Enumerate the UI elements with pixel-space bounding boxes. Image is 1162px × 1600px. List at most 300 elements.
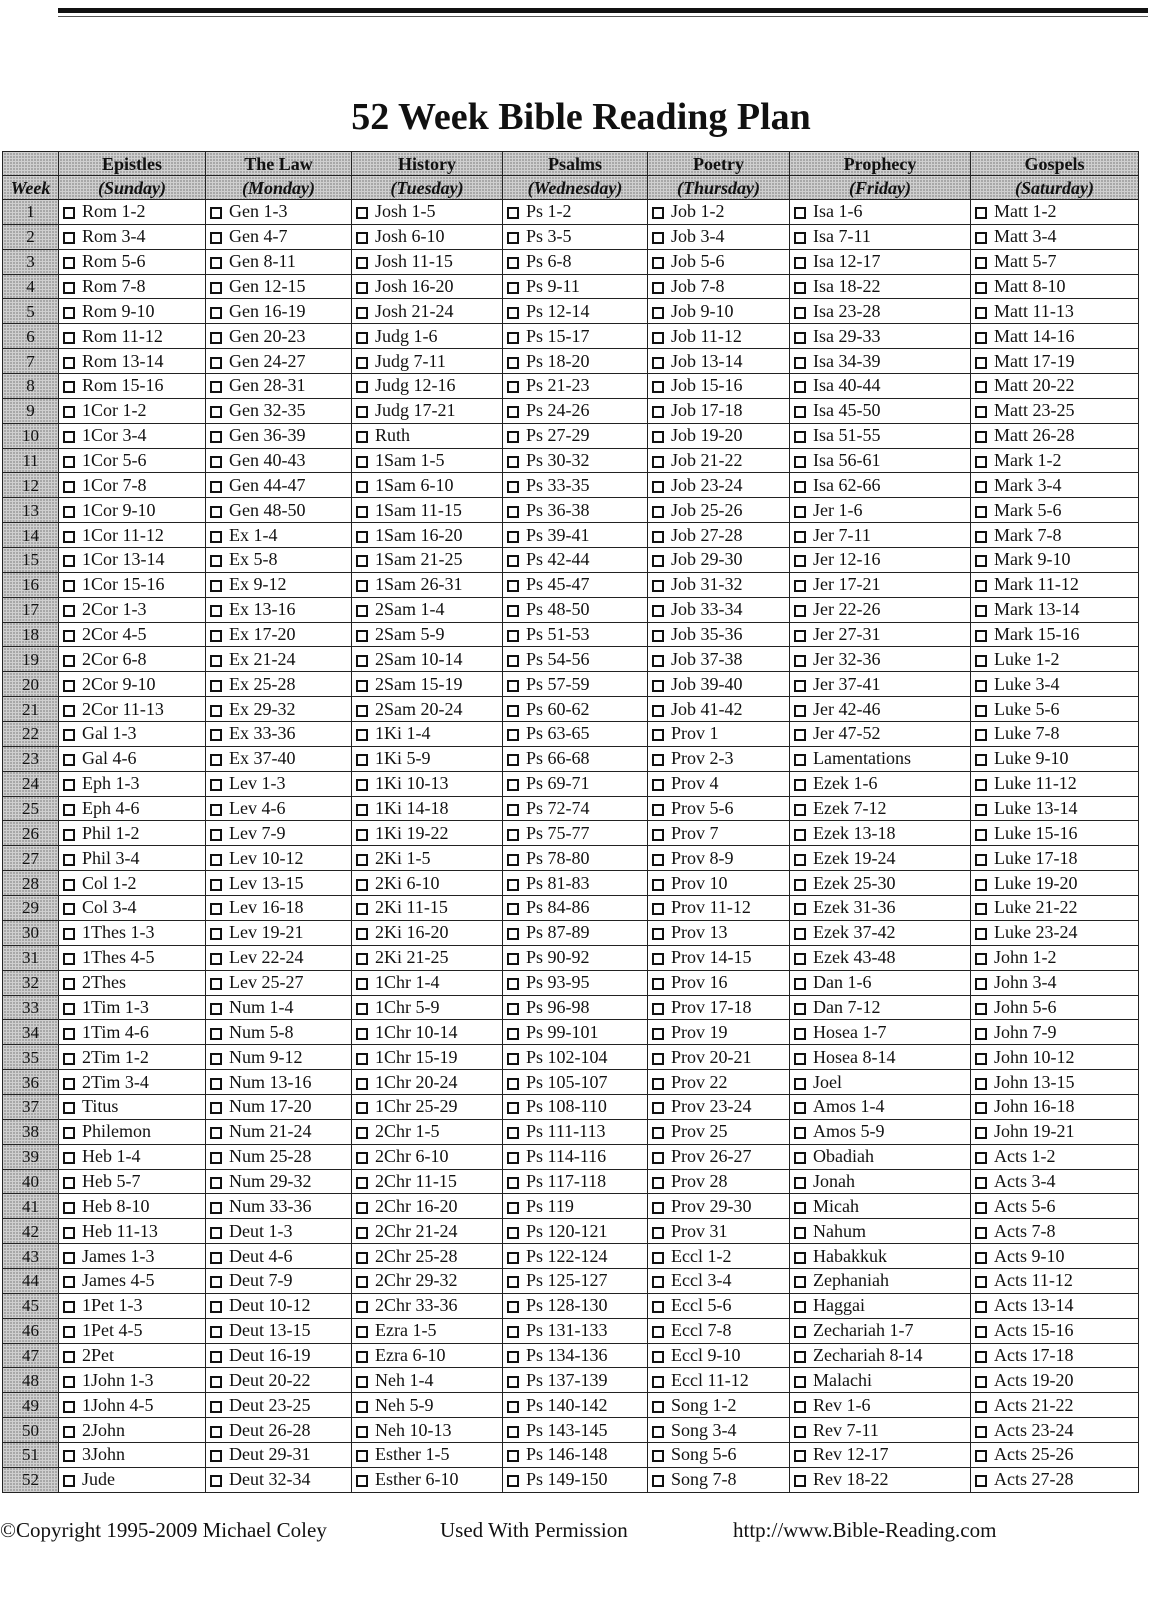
checkbox-icon[interactable] xyxy=(794,1450,806,1462)
checkbox-icon[interactable] xyxy=(210,779,222,791)
checkbox-icon[interactable] xyxy=(210,903,222,915)
checkbox-icon[interactable] xyxy=(794,705,806,717)
checkbox-icon[interactable] xyxy=(356,903,368,915)
checkbox-icon[interactable] xyxy=(507,381,519,393)
checkbox-icon[interactable] xyxy=(63,481,75,493)
checkbox-icon[interactable] xyxy=(652,555,664,567)
checkbox-icon[interactable] xyxy=(356,257,368,269)
checkbox-icon[interactable] xyxy=(63,307,75,319)
checkbox-icon[interactable] xyxy=(652,879,664,891)
checkbox-icon[interactable] xyxy=(652,779,664,791)
checkbox-icon[interactable] xyxy=(507,580,519,592)
checkbox-icon[interactable] xyxy=(975,1376,987,1388)
checkbox-icon[interactable] xyxy=(975,680,987,692)
checkbox-icon[interactable] xyxy=(356,1450,368,1462)
checkbox-icon[interactable] xyxy=(210,332,222,344)
checkbox-icon[interactable] xyxy=(356,978,368,990)
checkbox-icon[interactable] xyxy=(652,1426,664,1438)
checkbox-icon[interactable] xyxy=(652,1276,664,1288)
checkbox-icon[interactable] xyxy=(210,1127,222,1139)
checkbox-icon[interactable] xyxy=(975,1127,987,1139)
checkbox-icon[interactable] xyxy=(794,1401,806,1413)
checkbox-icon[interactable] xyxy=(356,1202,368,1214)
checkbox-icon[interactable] xyxy=(794,307,806,319)
checkbox-icon[interactable] xyxy=(356,506,368,518)
checkbox-icon[interactable] xyxy=(975,729,987,741)
checkbox-icon[interactable] xyxy=(794,531,806,543)
checkbox-icon[interactable] xyxy=(975,1475,987,1487)
checkbox-icon[interactable] xyxy=(210,630,222,642)
checkbox-icon[interactable] xyxy=(356,531,368,543)
checkbox-icon[interactable] xyxy=(975,1003,987,1015)
checkbox-icon[interactable] xyxy=(507,257,519,269)
checkbox-icon[interactable] xyxy=(507,431,519,443)
checkbox-icon[interactable] xyxy=(63,381,75,393)
checkbox-icon[interactable] xyxy=(794,1227,806,1239)
checkbox-icon[interactable] xyxy=(210,754,222,766)
checkbox-icon[interactable] xyxy=(652,531,664,543)
checkbox-icon[interactable] xyxy=(356,232,368,244)
checkbox-icon[interactable] xyxy=(356,1351,368,1363)
checkbox-icon[interactable] xyxy=(507,705,519,717)
checkbox-icon[interactable] xyxy=(794,282,806,294)
checkbox-icon[interactable] xyxy=(794,605,806,617)
checkbox-icon[interactable] xyxy=(356,829,368,841)
checkbox-icon[interactable] xyxy=(652,456,664,468)
checkbox-icon[interactable] xyxy=(63,555,75,567)
checkbox-icon[interactable] xyxy=(210,879,222,891)
checkbox-icon[interactable] xyxy=(210,1028,222,1040)
checkbox-icon[interactable] xyxy=(794,1177,806,1189)
checkbox-icon[interactable] xyxy=(507,531,519,543)
checkbox-icon[interactable] xyxy=(210,1252,222,1264)
checkbox-icon[interactable] xyxy=(794,1202,806,1214)
checkbox-icon[interactable] xyxy=(210,1227,222,1239)
checkbox-icon[interactable] xyxy=(63,978,75,990)
checkbox-icon[interactable] xyxy=(794,1301,806,1313)
checkbox-icon[interactable] xyxy=(975,879,987,891)
checkbox-icon[interactable] xyxy=(507,953,519,965)
checkbox-icon[interactable] xyxy=(507,456,519,468)
checkbox-icon[interactable] xyxy=(975,257,987,269)
checkbox-icon[interactable] xyxy=(507,1252,519,1264)
checkbox-icon[interactable] xyxy=(210,655,222,667)
checkbox-icon[interactable] xyxy=(210,1351,222,1363)
checkbox-icon[interactable] xyxy=(356,1152,368,1164)
checkbox-icon[interactable] xyxy=(356,729,368,741)
checkbox-icon[interactable] xyxy=(794,978,806,990)
checkbox-icon[interactable] xyxy=(63,655,75,667)
checkbox-icon[interactable] xyxy=(356,1401,368,1413)
checkbox-icon[interactable] xyxy=(652,257,664,269)
checkbox-icon[interactable] xyxy=(975,1078,987,1090)
checkbox-icon[interactable] xyxy=(356,1227,368,1239)
checkbox-icon[interactable] xyxy=(975,928,987,940)
checkbox-icon[interactable] xyxy=(507,282,519,294)
checkbox-icon[interactable] xyxy=(975,307,987,319)
checkbox-icon[interactable] xyxy=(210,307,222,319)
checkbox-icon[interactable] xyxy=(356,1301,368,1313)
checkbox-icon[interactable] xyxy=(794,332,806,344)
checkbox-icon[interactable] xyxy=(975,1028,987,1040)
checkbox-icon[interactable] xyxy=(63,804,75,816)
checkbox-icon[interactable] xyxy=(794,456,806,468)
checkbox-icon[interactable] xyxy=(356,630,368,642)
checkbox-icon[interactable] xyxy=(210,207,222,219)
checkbox-icon[interactable] xyxy=(975,531,987,543)
checkbox-icon[interactable] xyxy=(507,506,519,518)
checkbox-icon[interactable] xyxy=(356,431,368,443)
checkbox-icon[interactable] xyxy=(794,1475,806,1487)
checkbox-icon[interactable] xyxy=(652,1227,664,1239)
checkbox-icon[interactable] xyxy=(507,1078,519,1090)
checkbox-icon[interactable] xyxy=(356,754,368,766)
checkbox-icon[interactable] xyxy=(63,1252,75,1264)
checkbox-icon[interactable] xyxy=(356,953,368,965)
checkbox-icon[interactable] xyxy=(210,953,222,965)
checkbox-icon[interactable] xyxy=(975,456,987,468)
checkbox-icon[interactable] xyxy=(63,257,75,269)
checkbox-icon[interactable] xyxy=(975,1351,987,1363)
checkbox-icon[interactable] xyxy=(210,1102,222,1114)
checkbox-icon[interactable] xyxy=(652,307,664,319)
checkbox-icon[interactable] xyxy=(652,655,664,667)
checkbox-icon[interactable] xyxy=(356,456,368,468)
checkbox-icon[interactable] xyxy=(975,1276,987,1288)
checkbox-icon[interactable] xyxy=(794,829,806,841)
checkbox-icon[interactable] xyxy=(975,506,987,518)
checkbox-icon[interactable] xyxy=(975,1177,987,1189)
checkbox-icon[interactable] xyxy=(975,978,987,990)
checkbox-icon[interactable] xyxy=(507,729,519,741)
checkbox-icon[interactable] xyxy=(210,406,222,418)
checkbox-icon[interactable] xyxy=(507,779,519,791)
checkbox-icon[interactable] xyxy=(975,804,987,816)
checkbox-icon[interactable] xyxy=(794,1127,806,1139)
checkbox-icon[interactable] xyxy=(63,580,75,592)
checkbox-icon[interactable] xyxy=(794,680,806,692)
checkbox-icon[interactable] xyxy=(210,829,222,841)
website-link[interactable]: http://www.Bible-Reading.com xyxy=(733,1518,997,1542)
checkbox-icon[interactable] xyxy=(210,1202,222,1214)
checkbox-icon[interactable] xyxy=(507,1401,519,1413)
checkbox-icon[interactable] xyxy=(63,1028,75,1040)
checkbox-icon[interactable] xyxy=(356,605,368,617)
checkbox-icon[interactable] xyxy=(652,903,664,915)
checkbox-icon[interactable] xyxy=(63,1177,75,1189)
checkbox-icon[interactable] xyxy=(794,481,806,493)
checkbox-icon[interactable] xyxy=(63,531,75,543)
checkbox-icon[interactable] xyxy=(63,903,75,915)
checkbox-icon[interactable] xyxy=(507,1227,519,1239)
checkbox-icon[interactable] xyxy=(63,854,75,866)
checkbox-icon[interactable] xyxy=(794,754,806,766)
checkbox-icon[interactable] xyxy=(63,406,75,418)
checkbox-icon[interactable] xyxy=(63,705,75,717)
checkbox-icon[interactable] xyxy=(794,729,806,741)
checkbox-icon[interactable] xyxy=(210,1376,222,1388)
checkbox-icon[interactable] xyxy=(794,1152,806,1164)
checkbox-icon[interactable] xyxy=(210,282,222,294)
checkbox-icon[interactable] xyxy=(975,953,987,965)
checkbox-icon[interactable] xyxy=(975,630,987,642)
checkbox-icon[interactable] xyxy=(975,1202,987,1214)
checkbox-icon[interactable] xyxy=(507,655,519,667)
checkbox-icon[interactable] xyxy=(210,1003,222,1015)
checkbox-icon[interactable] xyxy=(975,903,987,915)
checkbox-icon[interactable] xyxy=(652,580,664,592)
checkbox-icon[interactable] xyxy=(63,928,75,940)
checkbox-icon[interactable] xyxy=(210,680,222,692)
checkbox-icon[interactable] xyxy=(507,1003,519,1015)
checkbox-icon[interactable] xyxy=(794,1252,806,1264)
checkbox-icon[interactable] xyxy=(794,555,806,567)
checkbox-icon[interactable] xyxy=(975,1326,987,1338)
checkbox-icon[interactable] xyxy=(63,953,75,965)
checkbox-icon[interactable] xyxy=(507,903,519,915)
checkbox-icon[interactable] xyxy=(507,1152,519,1164)
checkbox-icon[interactable] xyxy=(652,1177,664,1189)
checkbox-icon[interactable] xyxy=(652,1127,664,1139)
checkbox-icon[interactable] xyxy=(652,381,664,393)
checkbox-icon[interactable] xyxy=(356,580,368,592)
checkbox-icon[interactable] xyxy=(975,754,987,766)
checkbox-icon[interactable] xyxy=(794,207,806,219)
checkbox-icon[interactable] xyxy=(975,1053,987,1065)
checkbox-icon[interactable] xyxy=(975,481,987,493)
checkbox-icon[interactable] xyxy=(507,605,519,617)
checkbox-icon[interactable] xyxy=(975,580,987,592)
checkbox-icon[interactable] xyxy=(975,1102,987,1114)
checkbox-icon[interactable] xyxy=(210,456,222,468)
checkbox-icon[interactable] xyxy=(652,630,664,642)
checkbox-icon[interactable] xyxy=(975,332,987,344)
checkbox-icon[interactable] xyxy=(975,431,987,443)
checkbox-icon[interactable] xyxy=(210,506,222,518)
checkbox-icon[interactable] xyxy=(507,207,519,219)
checkbox-icon[interactable] xyxy=(975,1152,987,1164)
checkbox-icon[interactable] xyxy=(63,1227,75,1239)
checkbox-icon[interactable] xyxy=(63,879,75,891)
checkbox-icon[interactable] xyxy=(652,1202,664,1214)
checkbox-icon[interactable] xyxy=(210,1475,222,1487)
checkbox-icon[interactable] xyxy=(975,1227,987,1239)
checkbox-icon[interactable] xyxy=(794,1003,806,1015)
checkbox-icon[interactable] xyxy=(794,1326,806,1338)
checkbox-icon[interactable] xyxy=(356,1426,368,1438)
checkbox-icon[interactable] xyxy=(356,680,368,692)
checkbox-icon[interactable] xyxy=(794,506,806,518)
checkbox-icon[interactable] xyxy=(794,1376,806,1388)
checkbox-icon[interactable] xyxy=(975,381,987,393)
checkbox-icon[interactable] xyxy=(794,804,806,816)
checkbox-icon[interactable] xyxy=(652,854,664,866)
checkbox-icon[interactable] xyxy=(63,729,75,741)
checkbox-icon[interactable] xyxy=(210,1053,222,1065)
checkbox-icon[interactable] xyxy=(63,506,75,518)
checkbox-icon[interactable] xyxy=(210,357,222,369)
checkbox-icon[interactable] xyxy=(63,431,75,443)
checkbox-icon[interactable] xyxy=(356,854,368,866)
checkbox-icon[interactable] xyxy=(507,1127,519,1139)
checkbox-icon[interactable] xyxy=(210,1276,222,1288)
checkbox-icon[interactable] xyxy=(210,481,222,493)
checkbox-icon[interactable] xyxy=(507,1301,519,1313)
checkbox-icon[interactable] xyxy=(652,680,664,692)
checkbox-icon[interactable] xyxy=(794,580,806,592)
checkbox-icon[interactable] xyxy=(652,406,664,418)
checkbox-icon[interactable] xyxy=(210,555,222,567)
checkbox-icon[interactable] xyxy=(63,630,75,642)
checkbox-icon[interactable] xyxy=(652,705,664,717)
checkbox-icon[interactable] xyxy=(63,754,75,766)
checkbox-icon[interactable] xyxy=(652,1401,664,1413)
checkbox-icon[interactable] xyxy=(652,332,664,344)
checkbox-icon[interactable] xyxy=(356,1326,368,1338)
checkbox-icon[interactable] xyxy=(652,1301,664,1313)
checkbox-icon[interactable] xyxy=(975,1426,987,1438)
checkbox-icon[interactable] xyxy=(507,978,519,990)
checkbox-icon[interactable] xyxy=(63,282,75,294)
checkbox-icon[interactable] xyxy=(210,804,222,816)
checkbox-icon[interactable] xyxy=(356,928,368,940)
checkbox-icon[interactable] xyxy=(652,754,664,766)
checkbox-icon[interactable] xyxy=(63,605,75,617)
checkbox-icon[interactable] xyxy=(63,1003,75,1015)
checkbox-icon[interactable] xyxy=(507,630,519,642)
checkbox-icon[interactable] xyxy=(507,357,519,369)
checkbox-icon[interactable] xyxy=(356,804,368,816)
checkbox-icon[interactable] xyxy=(210,1152,222,1164)
checkbox-icon[interactable] xyxy=(356,381,368,393)
checkbox-icon[interactable] xyxy=(794,1351,806,1363)
checkbox-icon[interactable] xyxy=(794,1426,806,1438)
checkbox-icon[interactable] xyxy=(356,207,368,219)
checkbox-icon[interactable] xyxy=(210,729,222,741)
checkbox-icon[interactable] xyxy=(794,1078,806,1090)
checkbox-icon[interactable] xyxy=(794,431,806,443)
checkbox-icon[interactable] xyxy=(975,1252,987,1264)
checkbox-icon[interactable] xyxy=(652,1078,664,1090)
checkbox-icon[interactable] xyxy=(794,1028,806,1040)
checkbox-icon[interactable] xyxy=(975,1401,987,1413)
checkbox-icon[interactable] xyxy=(794,928,806,940)
checkbox-icon[interactable] xyxy=(794,406,806,418)
checkbox-icon[interactable] xyxy=(507,804,519,816)
checkbox-icon[interactable] xyxy=(507,754,519,766)
checkbox-icon[interactable] xyxy=(356,1053,368,1065)
checkbox-icon[interactable] xyxy=(507,1351,519,1363)
checkbox-icon[interactable] xyxy=(63,1475,75,1487)
checkbox-icon[interactable] xyxy=(210,1326,222,1338)
checkbox-icon[interactable] xyxy=(652,357,664,369)
checkbox-icon[interactable] xyxy=(356,1276,368,1288)
checkbox-icon[interactable] xyxy=(63,1102,75,1114)
checkbox-icon[interactable] xyxy=(356,282,368,294)
checkbox-icon[interactable] xyxy=(507,332,519,344)
checkbox-icon[interactable] xyxy=(652,928,664,940)
checkbox-icon[interactable] xyxy=(356,332,368,344)
checkbox-icon[interactable] xyxy=(652,481,664,493)
checkbox-icon[interactable] xyxy=(210,232,222,244)
checkbox-icon[interactable] xyxy=(507,1475,519,1487)
checkbox-icon[interactable] xyxy=(356,1127,368,1139)
checkbox-icon[interactable] xyxy=(63,456,75,468)
checkbox-icon[interactable] xyxy=(63,1326,75,1338)
checkbox-icon[interactable] xyxy=(507,555,519,567)
checkbox-icon[interactable] xyxy=(63,1301,75,1313)
checkbox-icon[interactable] xyxy=(63,1426,75,1438)
checkbox-icon[interactable] xyxy=(356,307,368,319)
checkbox-icon[interactable] xyxy=(975,1301,987,1313)
checkbox-icon[interactable] xyxy=(356,1028,368,1040)
checkbox-icon[interactable] xyxy=(356,1475,368,1487)
checkbox-icon[interactable] xyxy=(210,978,222,990)
checkbox-icon[interactable] xyxy=(794,257,806,269)
checkbox-icon[interactable] xyxy=(794,630,806,642)
checkbox-icon[interactable] xyxy=(975,705,987,717)
checkbox-icon[interactable] xyxy=(210,381,222,393)
checkbox-icon[interactable] xyxy=(794,903,806,915)
checkbox-icon[interactable] xyxy=(507,406,519,418)
checkbox-icon[interactable] xyxy=(63,829,75,841)
checkbox-icon[interactable] xyxy=(507,829,519,841)
checkbox-icon[interactable] xyxy=(652,282,664,294)
checkbox-icon[interactable] xyxy=(975,555,987,567)
checkbox-icon[interactable] xyxy=(507,1102,519,1114)
checkbox-icon[interactable] xyxy=(652,1475,664,1487)
checkbox-icon[interactable] xyxy=(975,232,987,244)
checkbox-icon[interactable] xyxy=(356,406,368,418)
checkbox-icon[interactable] xyxy=(63,1078,75,1090)
checkbox-icon[interactable] xyxy=(356,1376,368,1388)
checkbox-icon[interactable] xyxy=(63,680,75,692)
checkbox-icon[interactable] xyxy=(794,854,806,866)
checkbox-icon[interactable] xyxy=(356,481,368,493)
checkbox-icon[interactable] xyxy=(63,1450,75,1462)
checkbox-icon[interactable] xyxy=(63,1351,75,1363)
checkbox-icon[interactable] xyxy=(507,1028,519,1040)
checkbox-icon[interactable] xyxy=(507,1202,519,1214)
checkbox-icon[interactable] xyxy=(356,1177,368,1189)
checkbox-icon[interactable] xyxy=(652,1351,664,1363)
checkbox-icon[interactable] xyxy=(210,1301,222,1313)
checkbox-icon[interactable] xyxy=(210,1177,222,1189)
checkbox-icon[interactable] xyxy=(63,1202,75,1214)
checkbox-icon[interactable] xyxy=(652,978,664,990)
checkbox-icon[interactable] xyxy=(652,1376,664,1388)
checkbox-icon[interactable] xyxy=(652,605,664,617)
checkbox-icon[interactable] xyxy=(507,879,519,891)
checkbox-icon[interactable] xyxy=(975,207,987,219)
checkbox-icon[interactable] xyxy=(794,357,806,369)
checkbox-icon[interactable] xyxy=(975,829,987,841)
checkbox-icon[interactable] xyxy=(507,1426,519,1438)
checkbox-icon[interactable] xyxy=(652,1252,664,1264)
checkbox-icon[interactable] xyxy=(507,307,519,319)
checkbox-icon[interactable] xyxy=(507,1177,519,1189)
checkbox-icon[interactable] xyxy=(507,1376,519,1388)
checkbox-icon[interactable] xyxy=(63,1276,75,1288)
checkbox-icon[interactable] xyxy=(356,1102,368,1114)
checkbox-icon[interactable] xyxy=(63,232,75,244)
checkbox-icon[interactable] xyxy=(356,705,368,717)
checkbox-icon[interactable] xyxy=(794,1102,806,1114)
checkbox-icon[interactable] xyxy=(63,207,75,219)
checkbox-icon[interactable] xyxy=(975,282,987,294)
checkbox-icon[interactable] xyxy=(652,207,664,219)
checkbox-icon[interactable] xyxy=(507,1053,519,1065)
